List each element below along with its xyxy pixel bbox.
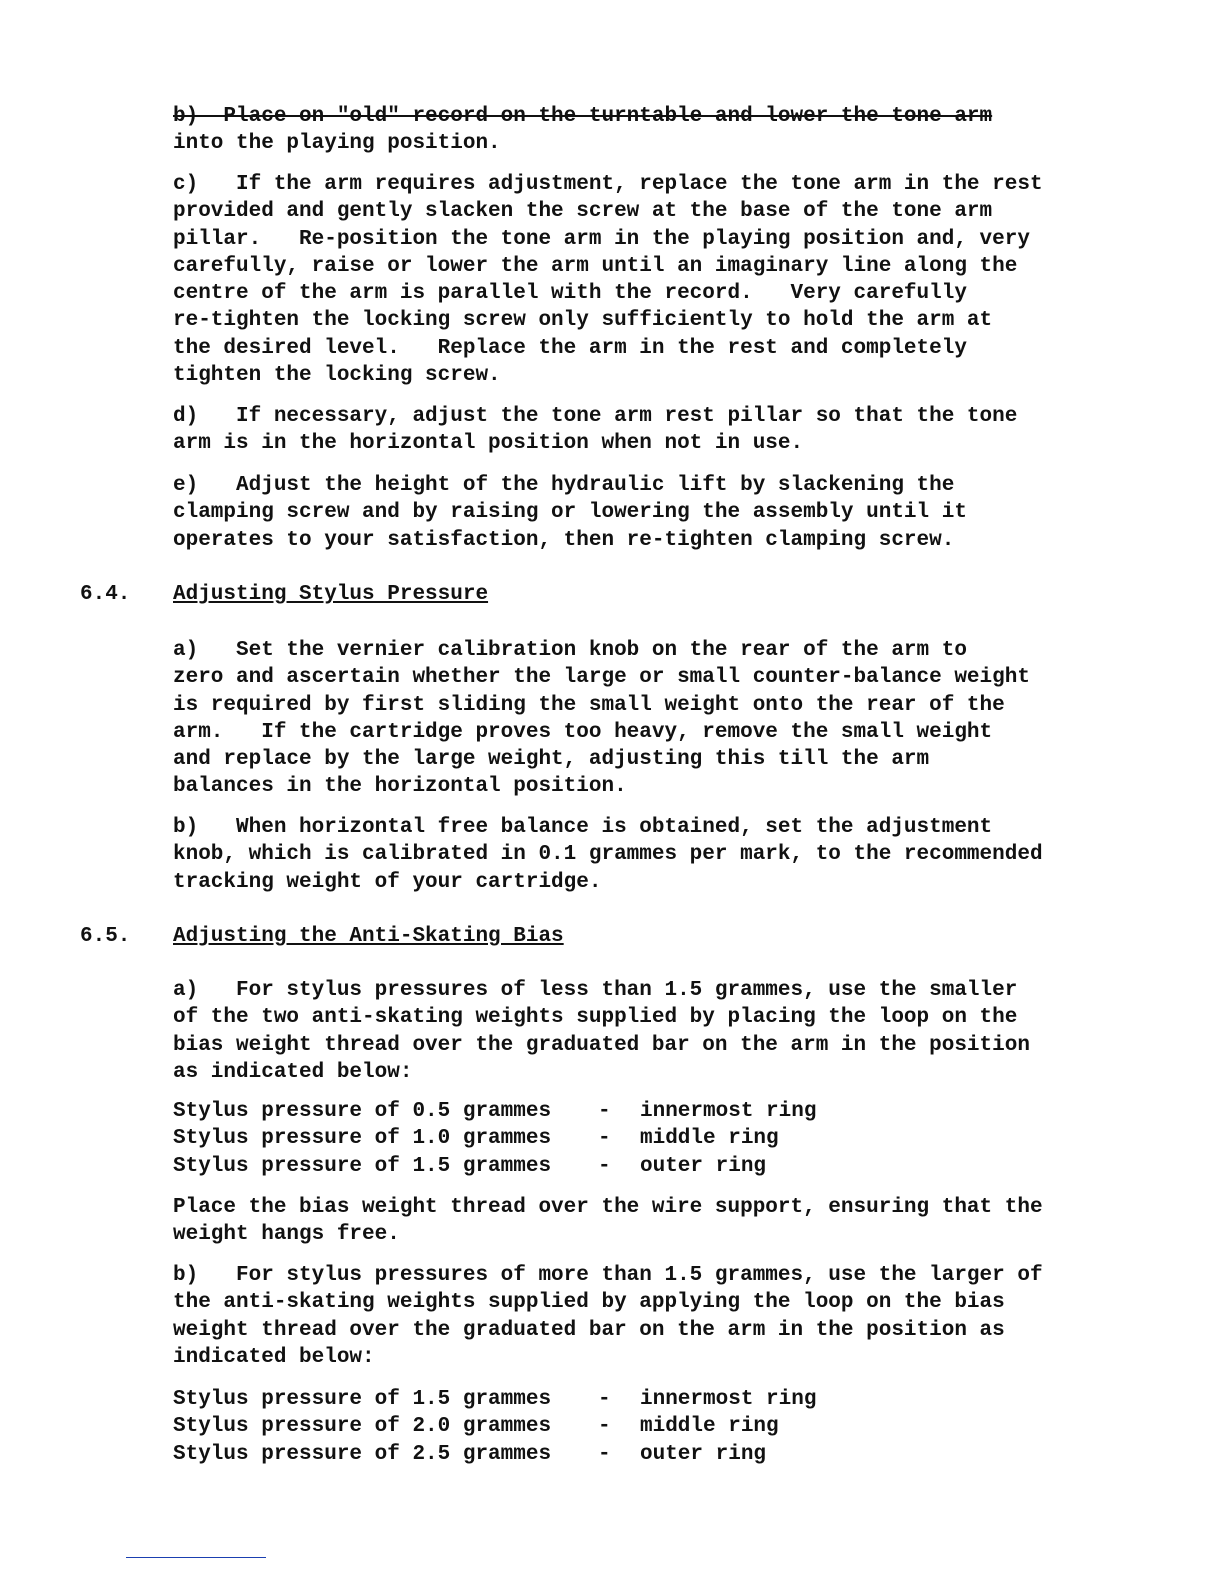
paragraph-line: c) If the arm requires adjustment, replace the tone arm in the rest bbox=[173, 173, 1043, 196]
paragraph-b-setup bbox=[173, 103, 1108, 158]
pressure-cell: Stylus pressure of 1.0 grammes bbox=[173, 1127, 552, 1151]
pressure-cell: Stylus pressure of 0.5 grammes bbox=[173, 1100, 552, 1123]
ring-cell: middle ring bbox=[640, 1127, 779, 1151]
paragraph-line: the anti-skating weights supplied by applying the loop on the bias bbox=[173, 1291, 1005, 1315]
paragraph-line: clamping screw and by raising or lowering the assembly until it bbox=[173, 501, 967, 525]
section-title-6-4: Adjusting Stylus Pressure bbox=[173, 583, 489, 606]
ring-cell: innermost ring bbox=[640, 1388, 817, 1411]
pressure-table-small-weight bbox=[173, 1098, 816, 1180]
paragraph-6-5-place bbox=[173, 1194, 1108, 1249]
footnote-divider bbox=[126, 1557, 266, 1558]
paragraph-line: tighten the locking screw. bbox=[173, 364, 501, 388]
paragraph-line: is required by first sliding the small weight onto the rear of the bbox=[173, 693, 1005, 717]
paragraph-line: zero and ascertain whether the large or small counter-balance weight bbox=[173, 666, 1030, 690]
paragraph-6-4-b bbox=[173, 814, 1108, 896]
pressure-table-large-weight bbox=[173, 1386, 816, 1468]
ring-cell: middle ring bbox=[640, 1415, 779, 1439]
paragraph-line: weight thread over the graduated bar on the arm in the position as bbox=[173, 1318, 1005, 1342]
table-row bbox=[173, 1098, 816, 1125]
section-title-6-5: Adjusting the Anti-Skating Bias bbox=[173, 925, 564, 948]
ring-cell: outer ring bbox=[640, 1442, 767, 1466]
paragraph-line: as indicated below: bbox=[173, 1060, 413, 1084]
table-row bbox=[173, 1153, 816, 1180]
paragraph-line: Place the bias weight thread over the wire support, ensuring that the bbox=[173, 1196, 1043, 1219]
paragraph-6-4-a bbox=[173, 637, 1108, 801]
paragraph-line: bias weight thread over the graduated bar on the arm in the position bbox=[173, 1033, 1030, 1057]
paragraph-line: b) When horizontal free balance is obtained, set the adjustment bbox=[173, 816, 993, 839]
section-number-6-4: 6.4. bbox=[80, 583, 131, 606]
dash-cell: - bbox=[598, 1415, 611, 1439]
paragraph-line: of the two anti-skating weights supplied by placing the loop on the bbox=[173, 1006, 1018, 1030]
paragraph-line: indicated below: bbox=[173, 1345, 375, 1369]
paragraph-line: provided and gently slacken the screw at the base of the tone arm bbox=[173, 200, 993, 224]
paragraph-line: arm. If the cartridge proves too heavy, remove the small weight bbox=[173, 720, 993, 744]
paragraph-line: operates to your satisfaction, then re-tighten clamping screw. bbox=[173, 528, 955, 552]
paragraph-6-5-b bbox=[173, 1262, 1108, 1371]
dash-cell: - bbox=[598, 1442, 611, 1466]
dash-cell: - bbox=[598, 1100, 611, 1123]
paragraph-line: d) If necessary, adjust the tone arm rest pillar so that the tone bbox=[173, 405, 1018, 428]
paragraph-line: into the playing position. bbox=[173, 132, 501, 156]
table-row bbox=[173, 1386, 816, 1413]
paragraph-line: re-tighten the locking screw only sufficiently to hold the arm at bbox=[173, 309, 993, 333]
paragraph-e bbox=[173, 472, 1108, 554]
ring-cell: innermost ring bbox=[640, 1100, 817, 1123]
paragraph-line: a) For stylus pressures of less than 1.5 grammes, use the smaller bbox=[173, 979, 1018, 1002]
paragraph-line: centre of the arm is parallel with the record. Very carefully bbox=[173, 282, 967, 306]
dash-cell: - bbox=[598, 1127, 611, 1151]
paragraph-line: a) Set the vernier calibration knob on the rear of the arm to bbox=[173, 639, 967, 662]
paragraph-line: and replace by the large weight, adjusting this till the arm bbox=[173, 748, 930, 772]
paragraph-line: b) For stylus pressures of more than 1.5 grammes, use the larger of bbox=[173, 1264, 1043, 1287]
table-row bbox=[173, 1413, 816, 1440]
paragraph-line: arm is in the horizontal position when not in use. bbox=[173, 432, 804, 456]
pressure-cell: Stylus pressure of 2.0 grammes bbox=[173, 1415, 552, 1439]
table-row bbox=[173, 1441, 816, 1468]
paragraph-line: the desired level. Replace the arm in the rest and completely bbox=[173, 336, 967, 360]
paragraph-line: b) Place on "old" record on the turntable and lower the tone arm bbox=[173, 105, 993, 128]
ring-cell: outer ring bbox=[640, 1154, 767, 1178]
paragraph-line: carefully, raise or lower the arm until an imaginary line along the bbox=[173, 254, 1018, 278]
paragraph-line: weight hangs free. bbox=[173, 1223, 400, 1247]
paragraph-line: balances in the horizontal position. bbox=[173, 775, 627, 799]
paragraph-line: e) Adjust the height of the hydraulic lift by slackening the bbox=[173, 474, 955, 497]
dash-cell: - bbox=[598, 1154, 611, 1178]
paragraph-line: knob, which is calibrated in 0.1 grammes per mark, to the recommended bbox=[173, 843, 1043, 867]
table-row bbox=[173, 1125, 816, 1152]
paragraph-6-5-a bbox=[173, 977, 1108, 1086]
dash-cell: - bbox=[598, 1388, 611, 1411]
pressure-cell: Stylus pressure of 1.5 grammes bbox=[173, 1388, 552, 1411]
paragraph-c bbox=[173, 171, 1108, 389]
paragraph-line: pillar. Re-position the tone arm in the playing position and, very bbox=[173, 227, 1030, 251]
pressure-cell: Stylus pressure of 1.5 grammes bbox=[173, 1154, 552, 1178]
paragraph-d bbox=[173, 403, 1108, 458]
pressure-cell: Stylus pressure of 2.5 grammes bbox=[173, 1442, 552, 1466]
section-number-6-5: 6.5. bbox=[80, 925, 131, 948]
paragraph-line: tracking weight of your cartridge. bbox=[173, 870, 602, 894]
